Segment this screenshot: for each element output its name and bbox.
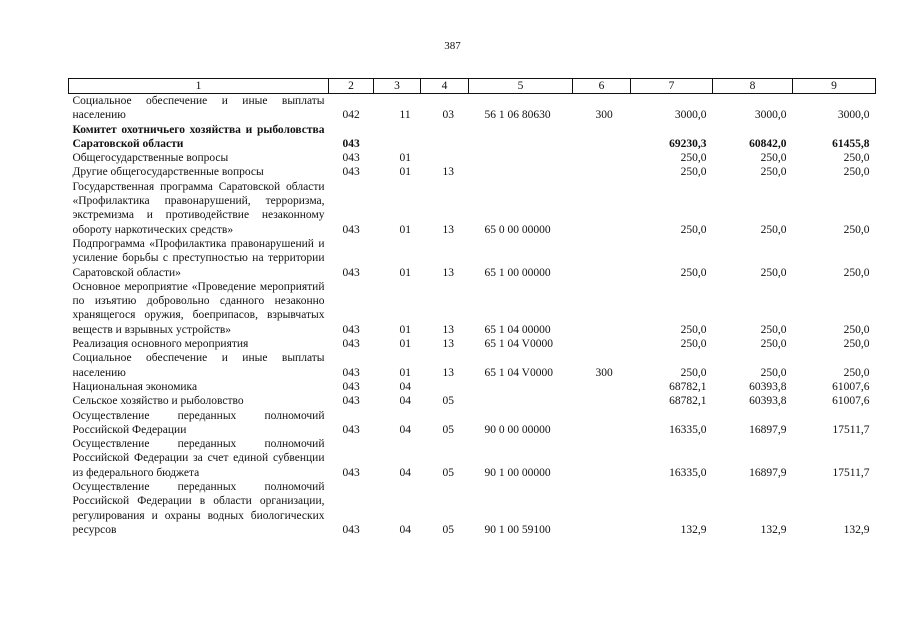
table-row [69, 394, 876, 408]
expense-type-cell [573, 394, 631, 408]
amount-col9-cell: 250,0 [843, 223, 870, 236]
section-cell: 04 [399, 466, 411, 479]
header-cell: 1 [69, 79, 329, 94]
amount-col8-cell: 250,0 [760, 223, 787, 236]
amount-col9-cell: 61007,6 [832, 395, 870, 408]
expense-type-cell [573, 123, 631, 152]
subsection-cell [421, 123, 469, 152]
target-article-cell [469, 151, 573, 165]
table-row [69, 180, 876, 237]
target-article-cell: 65 0 00 00000 [484, 223, 551, 236]
page-number: 387 [444, 40, 461, 52]
target-article-cell: 65 1 04 00000 [484, 323, 551, 336]
section-cell: 04 [399, 423, 411, 436]
header-cell: 5 [469, 79, 573, 94]
subsection-cell: 05 [442, 523, 454, 536]
amount-col9-cell: 61007,6 [832, 380, 870, 393]
rz-code-cell: 043 [342, 423, 360, 436]
table-row [69, 237, 876, 280]
amount-col7-cell: 250,0 [680, 338, 707, 351]
expense-type-cell [573, 151, 631, 165]
target-article-cell: 56 1 06 80630 [484, 109, 551, 122]
amount-col8-cell: 250,0 [760, 166, 787, 179]
amount-col8-cell: 250,0 [760, 152, 787, 165]
amount-col8-cell: 132,9 [760, 523, 787, 536]
amount-col7-cell: 250,0 [680, 166, 707, 179]
header-cell: 2 [329, 79, 374, 94]
rz-code-cell: 043 [342, 166, 360, 179]
section-cell: 01 [399, 166, 411, 179]
amount-col7-cell: 69230,3 [669, 137, 707, 150]
table-row [69, 437, 876, 480]
table-row [69, 151, 876, 165]
expense-type-cell [573, 337, 631, 351]
amount-col7-cell: 16335,0 [669, 423, 707, 436]
section-cell: 01 [399, 366, 411, 379]
amount-col7-cell: 250,0 [680, 323, 707, 336]
table-body [69, 94, 876, 538]
amount-col9-cell: 250,0 [843, 323, 870, 336]
row-name-cell: Другие общегосударственные вопросы [72, 166, 264, 179]
row-name-cell: Подпрограмма «Профилактика правонарушений и усиление борьбы с преступностью на территории Саратовской области» [72, 237, 325, 279]
amount-col7-cell: 250,0 [680, 366, 707, 379]
section-cell: 01 [399, 152, 411, 165]
subsection-cell [421, 380, 469, 394]
row-name-cell: Общегосударственные вопросы [72, 152, 229, 165]
table-row [69, 280, 876, 337]
target-article-cell: 65 1 04 V0000 [484, 338, 553, 351]
amount-col7-cell: 16335,0 [669, 466, 707, 479]
row-name-cell: Осуществление переданных полномочий Российской Федерации в области организации, регулирования и охраны водных биологических ресурсов [72, 481, 325, 536]
header-cell: 7 [631, 79, 713, 94]
header-cell: 9 [793, 79, 876, 94]
table-row [69, 94, 876, 123]
target-article-cell: 65 1 00 00000 [484, 266, 551, 279]
subsection-cell: 13 [442, 366, 454, 379]
header-cell: 8 [713, 79, 793, 94]
table-row [69, 165, 876, 179]
subsection-cell: 03 [442, 109, 454, 122]
section-cell: 11 [399, 109, 411, 122]
target-article-cell [469, 165, 573, 179]
amount-col8-cell: 250,0 [760, 266, 787, 279]
expense-type-cell [573, 380, 631, 394]
subsection-cell: 13 [442, 266, 454, 279]
amount-col8-cell: 250,0 [760, 366, 787, 379]
row-name-cell: Комитет охотничьего хозяйства и рыболовства Саратовской области [72, 123, 325, 150]
row-name-cell: Основное мероприятие «Проведение мероприятий по изъятию добровольно сданного незаконно хранящегося оружия, боеприпасов, взрывчатых веществ и взрывных устройств» [72, 280, 325, 336]
row-name-cell: Социальное обеспечение и иные выплаты населению [72, 352, 325, 379]
amount-col9-cell: 3000,0 [837, 109, 870, 122]
rz-code-cell: 043 [342, 137, 360, 150]
section-cell: 01 [399, 223, 411, 236]
expense-type-cell: 300 [595, 366, 613, 379]
amount-col8-cell: 250,0 [760, 338, 787, 351]
section-cell: 04 [399, 523, 411, 536]
rz-code-cell: 043 [342, 323, 360, 336]
table-header-row [69, 79, 876, 94]
table-row [69, 351, 876, 380]
amount-col7-cell: 250,0 [680, 223, 707, 236]
row-name-cell: Осуществление переданных полномочий Российской Федерации [72, 409, 325, 436]
amount-col9-cell: 17511,7 [832, 466, 870, 479]
subsection-cell: 13 [442, 323, 454, 336]
expense-type-cell [573, 237, 631, 280]
expense-type-cell [573, 180, 631, 237]
row-name-cell: Социальное обеспечение и иные выплаты населению [72, 95, 325, 122]
amount-col8-cell: 16897,9 [749, 466, 787, 479]
section-cell: 01 [399, 338, 411, 351]
target-article-cell [469, 123, 573, 152]
target-article-cell [469, 394, 573, 408]
rz-code-cell: 043 [342, 266, 360, 279]
rz-code-cell: 043 [342, 223, 360, 236]
expense-type-cell [573, 409, 631, 438]
rz-code-cell: 042 [342, 109, 360, 122]
subsection-cell: 13 [442, 338, 454, 351]
target-article-cell: 90 1 00 00000 [484, 466, 551, 479]
table-row [69, 337, 876, 351]
rz-code-cell: 043 [342, 338, 360, 351]
table-row [69, 380, 876, 394]
table-row [69, 123, 876, 152]
header-cell: 4 [421, 79, 469, 94]
amount-col9-cell: 250,0 [843, 266, 870, 279]
expense-type-cell [573, 437, 631, 480]
amount-col9-cell: 132,9 [843, 523, 870, 536]
target-article-cell: 90 0 00 00000 [484, 423, 551, 436]
amount-col9-cell: 17511,7 [832, 423, 870, 436]
section-cell: 01 [399, 266, 411, 279]
expense-type-cell [573, 480, 631, 537]
amount-col9-cell: 250,0 [843, 338, 870, 351]
amount-col8-cell: 60393,8 [749, 380, 787, 393]
amount-col7-cell: 250,0 [680, 266, 707, 279]
section-cell: 04 [399, 395, 411, 408]
amount-col8-cell: 3000,0 [754, 109, 787, 122]
rz-code-cell: 043 [342, 152, 360, 165]
target-article-cell: 90 1 00 59100 [484, 523, 551, 536]
amount-col8-cell: 60842,0 [749, 137, 787, 150]
table-row [69, 409, 876, 438]
subsection-cell: 13 [442, 223, 454, 236]
row-name-cell: Национальная экономика [72, 380, 198, 393]
rz-code-cell: 043 [342, 395, 360, 408]
section-cell: 04 [399, 380, 411, 393]
header-cell: 3 [374, 79, 421, 94]
amount-col9-cell: 250,0 [843, 152, 870, 165]
target-article-cell [469, 380, 573, 394]
subsection-cell [421, 151, 469, 165]
rz-code-cell: 043 [342, 466, 360, 479]
expense-type-cell [573, 280, 631, 337]
amount-col8-cell: 16897,9 [749, 423, 787, 436]
row-name-cell: Осуществление переданных полномочий Российской Федерации за счет единой субвенции из федерального бюджета [72, 438, 325, 479]
amount-col7-cell: 68782,1 [669, 380, 707, 393]
subsection-cell: 13 [442, 166, 454, 179]
row-name-cell: Сельское хозяйство и рыболовство [72, 395, 244, 408]
amount-col8-cell: 60393,8 [749, 395, 787, 408]
amount-col7-cell: 68782,1 [669, 395, 707, 408]
amount-col7-cell: 250,0 [680, 152, 707, 165]
amount-col9-cell: 250,0 [843, 166, 870, 179]
amount-col7-cell: 132,9 [680, 523, 707, 536]
target-article-cell: 65 1 04 V0000 [484, 366, 553, 379]
amount-col8-cell: 250,0 [760, 323, 787, 336]
amount-col9-cell: 61455,8 [832, 137, 870, 150]
header-cell: 6 [573, 79, 631, 94]
rz-code-cell: 043 [342, 380, 360, 393]
amount-col9-cell: 250,0 [843, 366, 870, 379]
rz-code-cell: 043 [342, 523, 360, 536]
subsection-cell: 05 [442, 466, 454, 479]
amount-col7-cell: 3000,0 [674, 109, 707, 122]
budget-table [68, 78, 876, 537]
row-name-cell: Реализация основного мероприятия [72, 338, 249, 351]
expense-type-cell: 300 [595, 109, 613, 122]
row-name-cell: Государственная программа Саратовской области «Профилактика правонарушений, терроризма, экстремизма и противодействие незаконному обороту наркотических средств» [72, 180, 325, 236]
rz-code-cell: 043 [342, 366, 360, 379]
table-row [69, 480, 876, 537]
section-cell: 01 [399, 323, 411, 336]
section-cell [374, 123, 421, 152]
subsection-cell: 05 [442, 395, 454, 408]
subsection-cell: 05 [442, 423, 454, 436]
expense-type-cell [573, 165, 631, 179]
